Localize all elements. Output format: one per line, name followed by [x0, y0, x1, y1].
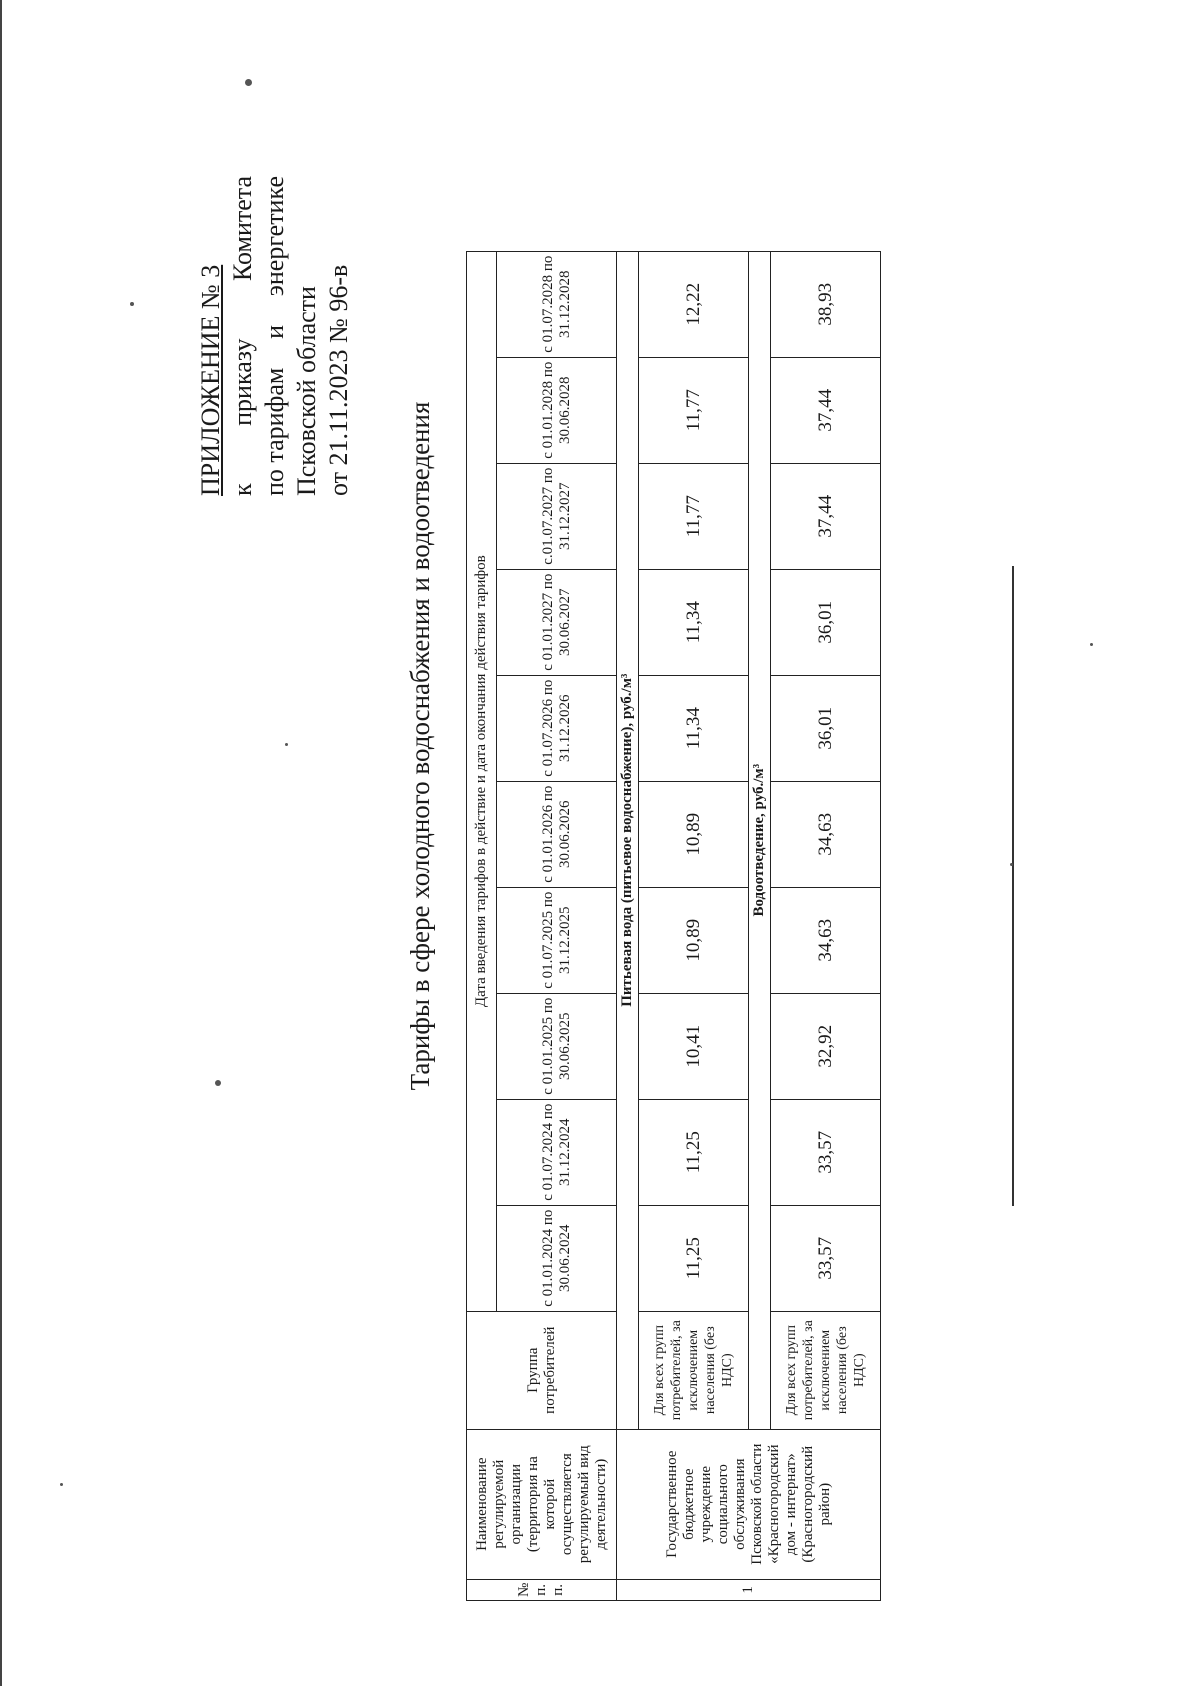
section-title-water: Питьевая вода (питьевое водоснабжение), руб./м³ [617, 251, 639, 1429]
closing-rule [1012, 566, 1014, 1206]
tariff-cell: 11,25 [639, 1099, 749, 1205]
period-header: с 01.07.2024 по 31.12.2024 [497, 1099, 617, 1205]
period-header: с 01.07.2028 по 31.12.2028 [497, 251, 617, 357]
consumer-group-cell: Для всех групп потребителей, за исключением населения (без НДС) [639, 1311, 749, 1429]
period-header: с 01.07.2025 по 31.12.2025 [497, 887, 617, 993]
tariff-cell: 33,57 [771, 1205, 881, 1311]
appendix-line-4: Псковской области [292, 286, 321, 496]
scan-speck [1090, 643, 1093, 646]
appendix-word: приказу [228, 338, 257, 426]
appendix-word: энергетике [260, 176, 289, 297]
section-title-wastewater: Водоотведение, руб./м³ [749, 251, 771, 1429]
appendix-header [195, 176, 355, 496]
row-number: 1 [617, 1579, 881, 1600]
tariff-cell: 36,01 [771, 675, 881, 781]
document-title: Тарифы в сфере холодного водоснабжения и водоотведения [405, 401, 435, 1091]
tariff-cell: 33,57 [771, 1099, 881, 1205]
tariff-cell: 11,77 [639, 357, 749, 463]
scan-speck [285, 743, 288, 746]
tariff-cell: 11,34 [639, 675, 749, 781]
tariff-cell: 38,93 [771, 251, 881, 357]
period-header: с 01.07.2026 по 31.12.2026 [497, 675, 617, 781]
period-header: с 01.01.2026 по 30.06.2026 [497, 781, 617, 887]
header-consumer-group: Группа потребителей [467, 1311, 617, 1429]
appendix-title: ПРИЛОЖЕНИЕ № 3 [196, 264, 225, 496]
appendix-word: Комитета [228, 176, 257, 282]
organization-name: Государственное бюджетное учреждение социального обслуживания Псковской области «Красногородский дом - интернат» (Красногородский район) [617, 1429, 881, 1579]
header-dates: Дата введения тарифов в действие и дата окончания действия тарифов [467, 251, 497, 1311]
scan-speck [130, 302, 134, 306]
tariff-table [466, 251, 881, 1601]
appendix-word: по тарифам [260, 367, 289, 496]
consumer-group-cell: Для всех групп потребителей, за исключением населения (без НДС) [771, 1311, 881, 1429]
tariff-cell: 10,89 [639, 887, 749, 993]
appendix-word: и [260, 324, 289, 339]
tariff-cell: 12,22 [639, 251, 749, 357]
tariff-cell: 11,34 [639, 569, 749, 675]
header-organization: Наименование регулируемой организации (территория на которой осуществляется регулируемый вид деятельности) [467, 1429, 617, 1579]
tariff-cell: 34,63 [771, 781, 881, 887]
tariff-cell: 10,41 [639, 993, 749, 1099]
period-header: с 01.01.2027 по 30.06.2027 [497, 569, 617, 675]
period-header: с 01.01.2028 по 30.06.2028 [497, 357, 617, 463]
tariff-cell: 37,44 [771, 357, 881, 463]
tariff-cell: 11,25 [639, 1205, 749, 1311]
scan-speck [215, 1080, 221, 1086]
tariff-cell: 32,92 [771, 993, 881, 1099]
scan-speck [245, 79, 252, 86]
tariff-cell: 36,01 [771, 569, 881, 675]
tariff-cell: 37,44 [771, 463, 881, 569]
appendix-line-2 [227, 176, 259, 496]
period-header: с 01.01.2024 по 30.06.2024 [497, 1205, 617, 1311]
tariff-cell: 34,63 [771, 887, 881, 993]
period-header: с 01.01.2025 по 30.06.2025 [497, 993, 617, 1099]
scan-speck [60, 1483, 63, 1486]
appendix-word: к [228, 483, 257, 496]
appendix-line-3 [259, 176, 291, 496]
scan-speck [1010, 863, 1013, 866]
period-header: с.01.07.2027 по 31.12.2027 [497, 463, 617, 569]
header-number: № п. п. [467, 1579, 617, 1600]
tariff-cell: 11,77 [639, 463, 749, 569]
appendix-line-5: от 21.11.2023 № 96-в [324, 264, 353, 496]
tariff-cell: 10,89 [639, 781, 749, 887]
